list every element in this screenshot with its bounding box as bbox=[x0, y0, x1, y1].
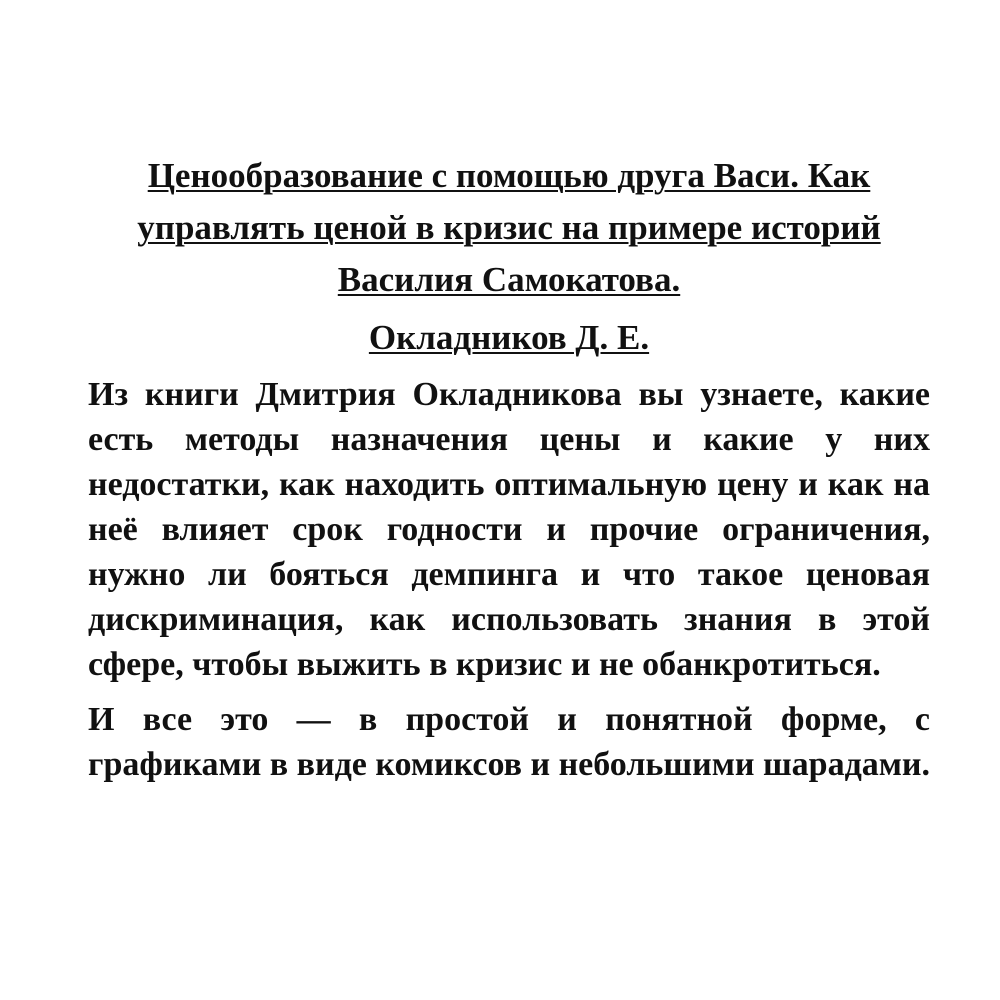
book-author: Окладников Д. Е. bbox=[368, 318, 650, 357]
document-page bbox=[88, 150, 930, 787]
book-title: Ценообразование с помощью друга Васи. Как управлять ценой в кризис на примере историй Василия Самокатова. bbox=[137, 156, 881, 299]
description-paragraph-2: И все это — в простой и понятной форме, с графиками в виде комиксов и небольшими шарадами. bbox=[88, 701, 931, 783]
description-paragraph-1: Из книги Дмитрия Окладникова вы узнаете, какие есть методы назначения цены и какие у них недостатки, как находить оптимальную цену и как на неё влияет срок годности и прочие ограничения, нужно ли бояться демпинга и что такое ценовая дискриминация, как использовать знания в этой сфере, чтобы выжить в кризис и не обанкротиться. bbox=[88, 376, 930, 683]
